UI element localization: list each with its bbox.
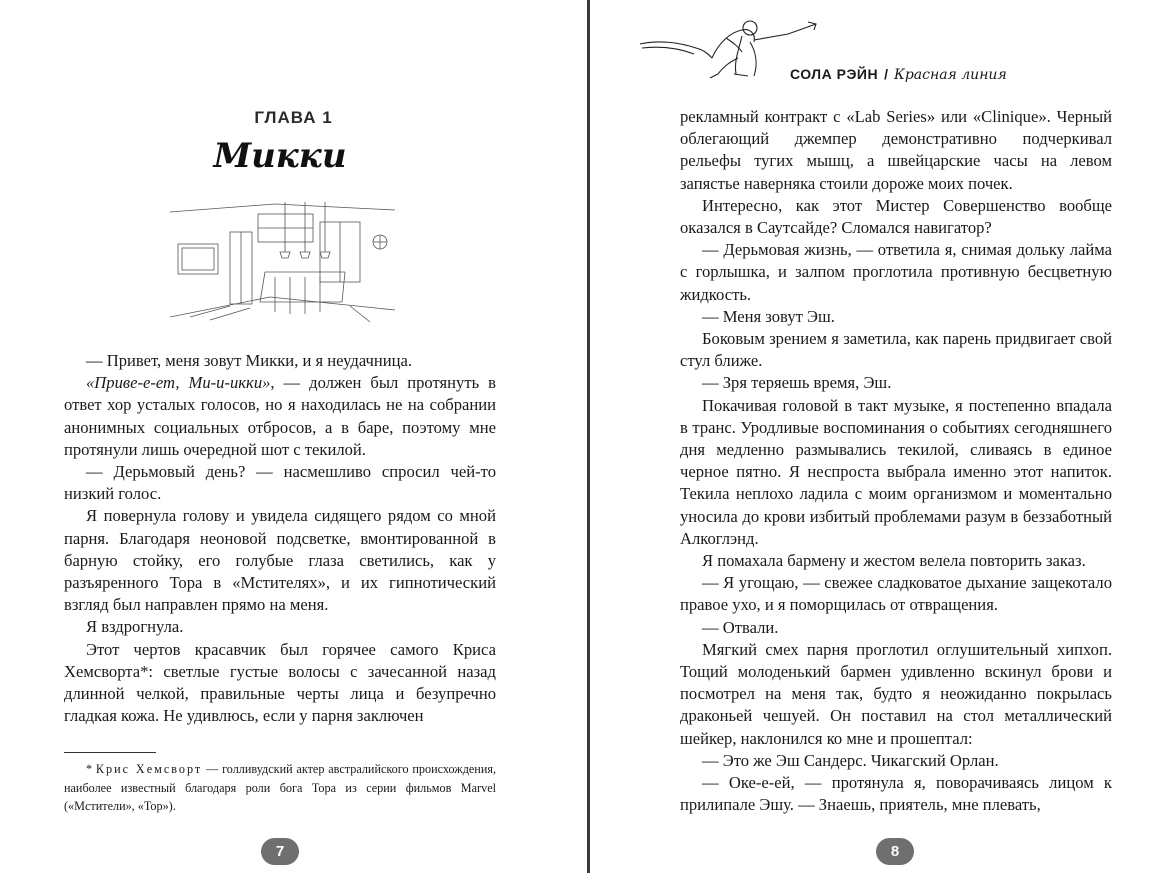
paragraph xyxy=(64,639,496,728)
chapter-label: ГЛАВА 1 xyxy=(254,108,333,127)
italic-text: «Приве-е-ет, Ми-и-икки» xyxy=(86,373,271,393)
paragraph-text: Мягкий смех парня проглотил оглушительный хипхоп. Тощий молоденький бармен удивленно вскинул брови и посмотрел на меня так, будто я неожиданно покрылась драконьей чешуей. Он поставил на стол металлический шейкер, наклонился ко мне и прошептал: xyxy=(680,639,1112,748)
paragraph xyxy=(64,372,496,461)
paragraph-text: — Это же Эш Сандерс. Чикагский Орлан. xyxy=(702,750,999,770)
paragraph-text: — Я угощаю, — свежее сладковатое дыхание защекотало правое ухо, и я поморщилась от отвращения. xyxy=(680,573,1112,615)
page-number-right: 8 xyxy=(876,838,914,865)
running-separator: / xyxy=(884,66,888,82)
paragraph xyxy=(680,239,1112,306)
running-header xyxy=(790,66,1007,84)
paragraph xyxy=(680,772,1112,816)
footnote-text: — голливудский актер австралийского происхождения, наиболее известный благодаря роли бога Тора из серии фильмов Marvel («Мстители», «Тор»). xyxy=(64,762,496,813)
paragraph-text: Я вздрогнула. xyxy=(86,617,184,637)
footnote-name: Крис Хемсворт xyxy=(95,762,203,776)
paragraph-text: , — должен был протянуть в ответ хор усталых голосов, но я находилась не на собрании анонимных социальных отбросов, а в баре, поэтому мне протянули лишь очередной шот с текилой. xyxy=(64,373,496,459)
paragraph xyxy=(680,306,1112,328)
paragraph-text: Интересно, как этот Мистер Совершенство вообще оказался в Саутсайде? Сломался навигатор? xyxy=(680,195,1112,238)
paragraph xyxy=(680,106,1112,195)
footnote-marker: * xyxy=(86,762,96,776)
left-page xyxy=(0,0,587,873)
paragraph-text: — Зря теряешь время, Эш. xyxy=(702,373,892,393)
kitchen-sketch-icon xyxy=(170,202,395,327)
paragraph xyxy=(680,617,1112,639)
page-number-left: 7 xyxy=(261,838,299,865)
running-author: СОЛА РЭЙН xyxy=(790,66,879,82)
footnote-divider xyxy=(64,752,156,753)
paragraph-text: — Отвали. xyxy=(702,617,779,637)
paragraph xyxy=(680,395,1112,550)
paragraph xyxy=(680,372,1112,394)
paragraph xyxy=(64,616,496,638)
running-title: Красная линия xyxy=(894,67,1007,83)
paragraph-text: Я помахала бармену и жестом велела повторить заказ. xyxy=(702,551,1086,571)
paragraph-text: Покачивая головой в такт музыке, я постепенно впадала в транс. Уродливые воспоминания о событиях сегодняшнего дня медленно размывались текилой, сливаясь в единое черное пятно. Я неспроста выбрала именно этот напиток. Текила неплохо ладила с моим организмом и моментально уносила до крови избитый проблемами разум в беззаботный Алкоглэнд. xyxy=(680,395,1112,548)
paragraph xyxy=(680,550,1112,572)
paragraph xyxy=(680,195,1112,239)
paragraph-text: — Оке-е-ей, — протянула я, поворачиваясь лицом к прилипале Эшу. — Знаешь, приятель, мне плевать, xyxy=(680,773,1112,815)
paragraph xyxy=(64,461,496,505)
paragraph-text: Этот чертов красавчик был горячее самого Криса Хемсворта*: светлые густые волосы с зачесанной назад длинной челкой, правильные черты лица и безупречно гладкая кожа. Не удивлюсь, если у парня заключен xyxy=(64,639,496,726)
left-body-text xyxy=(64,350,496,727)
paragraph-text: — Привет, меня зовут Микки, и я неудачница. xyxy=(86,351,413,370)
paragraph xyxy=(680,572,1112,616)
paragraph xyxy=(64,350,496,372)
paragraph xyxy=(64,505,496,616)
chapter-title: Микки xyxy=(213,136,347,176)
paragraph-text: — Меня зовут Эш. xyxy=(702,306,835,326)
paragraph-text: Боковым зрением я заметила, как парень придвигает свой стул ближе. xyxy=(680,329,1112,371)
paragraph xyxy=(680,639,1112,750)
paragraph xyxy=(680,328,1112,372)
right-body-text xyxy=(680,106,1112,817)
paragraph xyxy=(680,750,1112,772)
paragraph-text: — Дерьмовая жизнь, — ответила я, снимая дольку лайма с горлышка, и залпом проглотила противную бесцветную жидкость. xyxy=(680,240,1112,304)
right-page xyxy=(590,0,1176,873)
paragraph-text: — Дерьмовый день? — насмешливо спросил чей-то низкий голос. xyxy=(64,462,496,504)
paragraph-text: Я повернула голову и увидела сидящего рядом со мной парня. Благодаря неоновой подсветке, вмонтированной в барную стойку, его голубые глаза светились, как у разъяренного Тора в «Мстителях», и их гипнотический взгляд был направлен прямо на меня. xyxy=(64,506,496,615)
footnote xyxy=(64,760,496,816)
paragraph-text: рекламный контракт с «Lab Series» или «Clinique». Черный облегающий джемпер демонстративно подчеркивал рельефы тугих мышц, а швейцарские часы на левом запястье наверняка стоили дороже моих почек. xyxy=(680,107,1112,193)
